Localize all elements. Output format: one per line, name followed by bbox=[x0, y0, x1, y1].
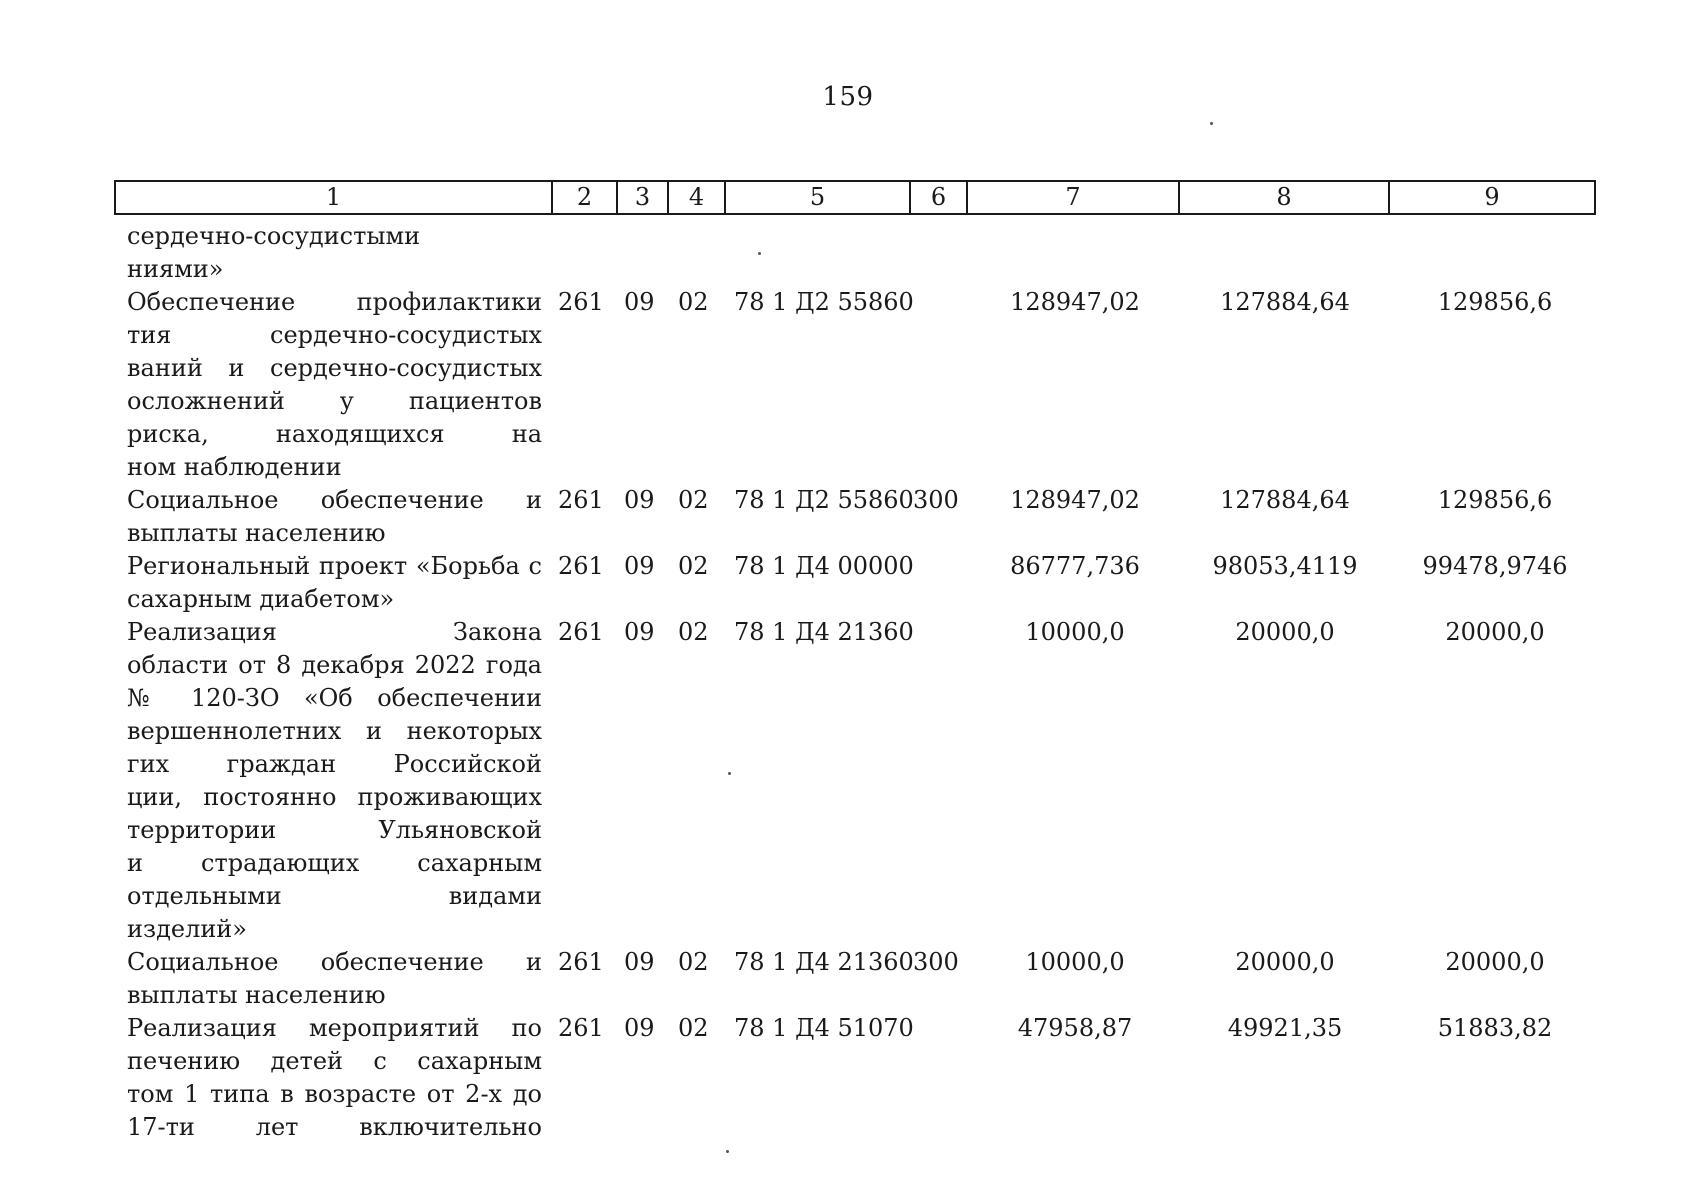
cell-col-9: 20000,0 bbox=[1445, 948, 1545, 976]
cell-col-3: 09 bbox=[624, 1014, 655, 1042]
cell-col-3: 09 bbox=[624, 618, 655, 646]
cell-col-2: 261 bbox=[558, 618, 604, 646]
row-name-line: изделий» bbox=[127, 915, 247, 943]
cell-col-9: 20000,0 bbox=[1445, 618, 1545, 646]
row-name-line: тия сердечно-сосудистых bbox=[127, 321, 542, 349]
cell-col-5: 78 1 Д4 21360 bbox=[734, 948, 914, 976]
row-name-line: Реализация мероприятий по bbox=[127, 1014, 542, 1042]
column-header-4: 4 bbox=[668, 181, 725, 214]
column-header-8: 8 bbox=[1179, 181, 1389, 214]
row-name-line: Реализация Закона bbox=[127, 618, 542, 646]
cell-col-8: 98053,4119 bbox=[1212, 552, 1358, 580]
scan-speck bbox=[728, 772, 731, 775]
row-name-line: области от 8 декабря 2022 года bbox=[127, 651, 542, 679]
row-name-cell bbox=[127, 484, 542, 550]
cell-col-4: 02 bbox=[678, 618, 709, 646]
row-name-line: ции, постоянно проживающих bbox=[127, 783, 542, 811]
cell-col-9: 51883,82 bbox=[1437, 1014, 1553, 1042]
cell-col-4: 02 bbox=[678, 948, 709, 976]
cell-col-7: 86777,736 bbox=[1010, 552, 1140, 580]
scan-speck bbox=[1210, 122, 1213, 125]
row-name-line: печению детей с сахарным bbox=[127, 1047, 542, 1075]
cell-col-8: 127884,64 bbox=[1220, 288, 1350, 316]
cell-col-2: 261 bbox=[558, 552, 604, 580]
cell-col-6: 300 bbox=[913, 948, 959, 976]
cell-col-8: 20000,0 bbox=[1235, 618, 1335, 646]
row-name-cell bbox=[127, 550, 542, 616]
cell-col-7: 128947,02 bbox=[1010, 288, 1140, 316]
cell-col-3: 09 bbox=[624, 486, 655, 514]
cell-col-7: 128947,02 bbox=[1010, 486, 1140, 514]
cell-col-4: 02 bbox=[678, 288, 709, 316]
row-name-line: Социальное обеспечение и bbox=[127, 486, 542, 514]
column-header-2: 2 bbox=[552, 181, 617, 214]
row-name-line: территории Ульяновской bbox=[127, 816, 542, 844]
cell-col-3: 09 bbox=[624, 288, 655, 316]
cell-col-4: 02 bbox=[678, 552, 709, 580]
row-name-cell bbox=[127, 220, 542, 286]
cell-col-3: 09 bbox=[624, 552, 655, 580]
row-name-line: № 120-ЗО «Об обеспечении bbox=[127, 684, 542, 712]
row-name-line: выплаты населению bbox=[127, 519, 386, 547]
column-header-9: 9 bbox=[1389, 181, 1595, 214]
row-name-line: осложнений у пациентов bbox=[127, 387, 542, 415]
column-header-6: 6 bbox=[910, 181, 967, 214]
row-name-line: гих граждан Российской bbox=[127, 750, 542, 778]
cell-col-7: 10000,0 bbox=[1025, 948, 1125, 976]
row-name-line: ваний и сердечно-сосудистых bbox=[127, 354, 542, 382]
row-name-line: ниями» bbox=[127, 255, 224, 283]
row-name-line: выплаты населению bbox=[127, 981, 386, 1009]
cell-col-9: 99478,9746 bbox=[1422, 552, 1568, 580]
row-name-line: сахарным диабетом» bbox=[127, 585, 395, 613]
table-header bbox=[114, 180, 1596, 215]
cell-col-7: 47958,87 bbox=[1017, 1014, 1133, 1042]
cell-col-3: 09 bbox=[624, 948, 655, 976]
row-name-line: том 1 типа в возрасте от 2-х до bbox=[127, 1080, 542, 1108]
row-name-cell bbox=[127, 286, 542, 484]
column-header-7: 7 bbox=[967, 181, 1179, 214]
cell-col-6: 300 bbox=[913, 486, 959, 514]
cell-col-7: 10000,0 bbox=[1025, 618, 1125, 646]
cell-col-9: 129856,6 bbox=[1437, 486, 1553, 514]
cell-col-2: 261 bbox=[558, 1014, 604, 1042]
cell-col-5: 78 1 Д4 51070 bbox=[734, 1014, 914, 1042]
column-header-3: 3 bbox=[617, 181, 668, 214]
row-name-line: Социальное обеспечение и bbox=[127, 948, 542, 976]
cell-col-2: 261 bbox=[558, 288, 604, 316]
cell-col-2: 261 bbox=[558, 948, 604, 976]
row-name-line: и страдающих сахарным bbox=[127, 849, 542, 877]
row-name-line: ном наблюдении bbox=[127, 453, 342, 481]
cell-col-5: 78 1 Д2 55860 bbox=[734, 288, 914, 316]
row-name-cell bbox=[127, 1012, 542, 1144]
cell-col-8: 20000,0 bbox=[1235, 948, 1335, 976]
scan-speck bbox=[758, 252, 761, 255]
cell-col-5: 78 1 Д2 55860 bbox=[734, 486, 914, 514]
row-name-line: Обеспечение профилактики bbox=[127, 288, 542, 316]
cell-col-4: 02 bbox=[678, 486, 709, 514]
row-name-line: 17-ти лет включительно bbox=[127, 1113, 542, 1141]
cell-col-8: 49921,35 bbox=[1227, 1014, 1343, 1042]
cell-col-9: 129856,6 bbox=[1437, 288, 1553, 316]
column-header-1: 1 bbox=[115, 181, 552, 214]
cell-col-4: 02 bbox=[678, 1014, 709, 1042]
page-number: 159 bbox=[822, 82, 874, 112]
row-name-line: сердечно-сосудистыми bbox=[127, 222, 421, 250]
cell-col-8: 127884,64 bbox=[1220, 486, 1350, 514]
scan-speck bbox=[726, 1150, 729, 1153]
row-name-line: риска, находящихся на bbox=[127, 420, 542, 448]
row-name-line: Региональный проект «Борьба с bbox=[127, 552, 542, 580]
row-name-cell bbox=[127, 616, 542, 946]
cell-col-5: 78 1 Д4 00000 bbox=[734, 552, 914, 580]
row-name-line: отдельными видами bbox=[127, 882, 542, 910]
row-name-cell bbox=[127, 946, 542, 1012]
column-header-5: 5 bbox=[725, 181, 910, 214]
cell-col-5: 78 1 Д4 21360 bbox=[734, 618, 914, 646]
cell-col-2: 261 bbox=[558, 486, 604, 514]
row-name-line: вершеннолетних и некоторых bbox=[127, 717, 542, 745]
